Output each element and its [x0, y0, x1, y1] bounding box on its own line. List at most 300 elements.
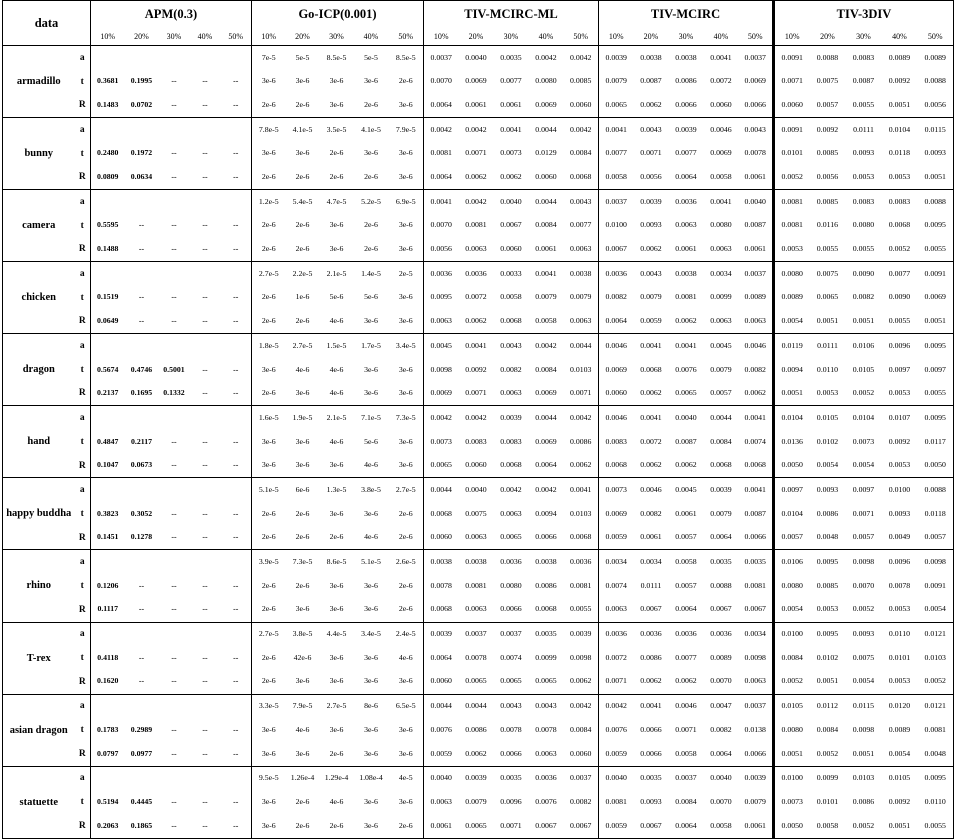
- table-cell: 0.0036: [500, 557, 522, 567]
- table-cell: 3e-6: [389, 670, 424, 694]
- table-row: [3, 814, 954, 838]
- table-cell: 0.0092: [888, 796, 911, 806]
- table-cell: 0.1620: [91, 670, 125, 694]
- table-row: [3, 526, 954, 550]
- table-cell: 0.0041: [564, 478, 599, 502]
- method-header-apm: APM(0.3): [91, 1, 252, 28]
- table-cell: 0.0084: [564, 718, 599, 742]
- table-cell: 0.0058: [529, 310, 564, 334]
- table-cell: 0.1332: [159, 382, 190, 406]
- table-cell: 0.0069: [465, 76, 487, 86]
- table-cell: --: [159, 310, 190, 334]
- table-cell: 0.0070: [430, 76, 452, 86]
- table-cell: 0.0084: [816, 724, 839, 734]
- table-cell: 0.0071: [564, 382, 599, 406]
- table-cell: 0.0083: [465, 436, 487, 446]
- table-cell: 5e-6: [364, 292, 378, 302]
- table-cell: 0.0063: [564, 238, 599, 262]
- table-cell: 0.0037: [465, 629, 487, 639]
- percentage-header: 50%: [564, 27, 599, 46]
- table-cell: 0.0071: [465, 148, 487, 158]
- table-cell: 0.0075: [816, 76, 839, 86]
- percentage-header: 30%: [669, 27, 704, 46]
- table-cell: 3.3e-5: [258, 701, 279, 711]
- table-cell: 0.0061: [675, 508, 697, 518]
- table-cell: 0.0090: [888, 292, 911, 302]
- table-cell: 0.0085: [816, 196, 839, 206]
- table-cell: 0.5001: [163, 364, 185, 374]
- table-cell: 0.0054: [774, 310, 810, 334]
- table-cell: 0.0040: [739, 190, 774, 214]
- table-cell: 0.0076: [430, 724, 452, 734]
- table-cell: 0.0060: [564, 742, 599, 766]
- table-cell: 0.2117: [130, 436, 152, 446]
- table-cell: 0.0043: [500, 340, 522, 350]
- table-row: [3, 262, 954, 286]
- table-cell: 0.0085: [816, 148, 839, 158]
- table-cell: [125, 766, 159, 790]
- table-cell: [190, 550, 221, 574]
- table-cell: [159, 118, 190, 142]
- metric-label: t: [75, 430, 91, 454]
- table-cell: 0.0066: [739, 526, 774, 550]
- table-cell: 0.2480: [97, 148, 119, 158]
- table-cell: 0.0052: [846, 814, 882, 838]
- table-cell: 0.0091: [918, 262, 954, 286]
- table-cell: --: [190, 165, 221, 189]
- table-cell: 2e-6: [261, 580, 276, 590]
- table-cell: 0.0052: [774, 165, 810, 189]
- table-cell: 0.0103: [918, 646, 954, 670]
- data-column-header: data: [3, 1, 91, 46]
- table-cell: 0.0042: [535, 52, 557, 62]
- dataset-name: rhino: [3, 550, 75, 622]
- table-cell: 0.0042: [535, 484, 557, 494]
- table-cell: 0.0088: [918, 190, 954, 214]
- table-cell: 0.0053: [882, 454, 918, 478]
- table-cell: --: [125, 238, 159, 262]
- table-cell: 0.0056: [634, 165, 669, 189]
- table-cell: 0.0052: [918, 670, 954, 694]
- table-cell: 0.0041: [605, 124, 627, 134]
- table-cell: --: [221, 165, 252, 189]
- table-cell: [159, 334, 190, 358]
- table-cell: [221, 334, 252, 358]
- table-cell: [125, 46, 159, 70]
- table-cell: 3e-6: [389, 430, 424, 454]
- table-cell: 1.4e-5: [361, 268, 381, 278]
- table-cell: 0.0035: [535, 629, 557, 639]
- table-cell: [91, 478, 125, 502]
- table-cell: 0.0093: [888, 508, 911, 518]
- table-cell: 0.0059: [599, 526, 634, 550]
- table-cell: 0.0090: [852, 268, 875, 278]
- table-cell: 0.0078: [535, 724, 557, 734]
- table-cell: --: [171, 580, 177, 590]
- table-cell: 0.0061: [459, 93, 494, 117]
- table-cell: 2.7e-5: [326, 701, 347, 711]
- table-cell: 0.0129: [535, 148, 557, 158]
- table-cell: 1.26e-4: [290, 773, 315, 783]
- table-cell: 0.0041: [739, 406, 774, 430]
- table-cell: 3e-6: [286, 742, 320, 766]
- table-cell: 0.0095: [430, 292, 452, 302]
- table-cell: 0.0089: [888, 52, 911, 62]
- table-cell: 0.0036: [640, 629, 662, 639]
- table-cell: 4e-6: [320, 382, 354, 406]
- table-cell: 0.1488: [91, 238, 125, 262]
- table-cell: 4.4e-5: [326, 629, 347, 639]
- table-cell: --: [221, 598, 252, 622]
- metric-label: t: [75, 790, 91, 814]
- table-cell: 0.0809: [91, 165, 125, 189]
- table-row: [3, 430, 954, 454]
- percentage-header: 10%: [91, 27, 125, 46]
- table-cell: 0.0087: [739, 502, 774, 526]
- table-cell: 0.0101: [816, 796, 839, 806]
- table-cell: 0.0117: [918, 430, 954, 454]
- metric-label: t: [75, 142, 91, 166]
- table-cell: 8.5e-5: [326, 52, 347, 62]
- table-cell: 3e-6: [364, 724, 378, 734]
- metric-label: R: [75, 742, 91, 766]
- table-cell: 0.0062: [669, 670, 704, 694]
- table-cell: 2e-6: [252, 310, 286, 334]
- table-cell: 4.1e-5: [292, 124, 313, 134]
- table-cell: 0.0044: [535, 196, 557, 206]
- table-cell: 2e-5: [389, 262, 424, 286]
- table-cell: 3e-6: [389, 382, 424, 406]
- table-cell: 0.1047: [91, 454, 125, 478]
- table-cell: 0.0040: [605, 773, 627, 783]
- table-cell: 0.0054: [918, 598, 954, 622]
- table-cell: 0.0068: [494, 454, 529, 478]
- table-cell: 0.0058: [500, 292, 522, 302]
- table-cell: 0.0038: [640, 52, 662, 62]
- table-cell: 0.0080: [774, 718, 810, 742]
- table-cell: 0.0085: [564, 70, 599, 94]
- table-cell: 0.0050: [918, 454, 954, 478]
- results-table: [2, 0, 954, 839]
- table-cell: 4e-6: [295, 724, 310, 734]
- table-cell: 0.0041: [675, 340, 697, 350]
- dataset-name: asian dragon: [3, 694, 75, 766]
- table-cell: 2e-6: [389, 526, 424, 550]
- table-cell: 0.0039: [710, 484, 732, 494]
- table-row: [3, 93, 954, 117]
- table-cell: 7.3e-5: [389, 406, 424, 430]
- table-cell: 2e-6: [354, 93, 389, 117]
- table-cell: 0.0067: [500, 220, 522, 230]
- table-cell: 1.7e-5: [361, 340, 381, 350]
- table-cell: 0.2989: [130, 724, 153, 734]
- table-cell: 0.0093: [640, 220, 662, 230]
- table-cell: 0.0051: [882, 814, 918, 838]
- table-cell: 0.0081: [739, 574, 774, 598]
- table-cell: 0.0082: [500, 364, 522, 374]
- table-cell: 0.0071: [494, 814, 529, 838]
- method-header-tiv-3div: TIV-3DIV: [774, 1, 954, 28]
- table-cell: 3e-6: [389, 142, 424, 166]
- table-cell: [91, 694, 125, 718]
- table-cell: --: [159, 238, 190, 262]
- table-cell: 0.0119: [774, 334, 810, 358]
- table-cell: 0.0095: [918, 406, 954, 430]
- table-cell: 0.0042: [465, 124, 487, 134]
- table-cell: 0.0065: [424, 454, 459, 478]
- table-cell: 0.0068: [424, 598, 459, 622]
- table-cell: 0.0110: [816, 364, 839, 374]
- table-cell: 0.0080: [500, 580, 522, 590]
- table-cell: 0.0069: [710, 148, 732, 158]
- table-cell: 0.1695: [125, 382, 159, 406]
- table-cell: 2e-6: [389, 598, 424, 622]
- table-row: [3, 646, 954, 670]
- table-cell: 0.0061: [634, 526, 669, 550]
- table-cell: 0.0100: [774, 622, 810, 646]
- table-cell: 5.4e-5: [292, 196, 313, 206]
- table-cell: 0.0040: [675, 412, 697, 422]
- table-cell: 1.6e-5: [258, 412, 279, 422]
- method-header-tiv-mcirc-ml: TIV-MCIRC-ML: [424, 1, 599, 28]
- table-cell: 0.0036: [605, 268, 627, 278]
- table-cell: 0.0081: [465, 220, 487, 230]
- table-cell: --: [171, 76, 177, 86]
- table-cell: 0.0052: [882, 238, 918, 262]
- table-cell: 2e-6: [286, 238, 320, 262]
- table-cell: 0.0062: [634, 382, 669, 406]
- table-cell: 4e-6: [329, 364, 344, 374]
- table-cell: 0.0070: [430, 220, 452, 230]
- table-cell: 0.0040: [430, 773, 452, 783]
- table-cell: 0.0649: [91, 310, 125, 334]
- table-cell: [190, 334, 221, 358]
- table-cell: 0.0049: [882, 526, 918, 550]
- table-cell: 0.0045: [675, 484, 697, 494]
- table-cell: 0.0069: [535, 436, 557, 446]
- table-cell: 0.0054: [882, 742, 918, 766]
- table-cell: 0.0066: [494, 742, 529, 766]
- metric-label: a: [75, 118, 91, 142]
- table-cell: 0.0041: [640, 412, 662, 422]
- table-cell: 42e-6: [293, 652, 312, 662]
- table-cell: 0.0043: [564, 190, 599, 214]
- table-cell: 3e-6: [286, 670, 320, 694]
- table-cell: 0.0071: [774, 70, 810, 94]
- table-cell: 0.2137: [91, 382, 125, 406]
- table-cell: 3e-6: [329, 220, 344, 230]
- table-cell: 0.0036: [710, 629, 732, 639]
- metric-label: R: [75, 165, 91, 189]
- table-cell: 0.0105: [888, 773, 911, 783]
- table-cell: [221, 190, 252, 214]
- table-cell: 0.0061: [494, 93, 529, 117]
- metric-label: a: [75, 694, 91, 718]
- table-cell: 0.0063: [704, 238, 739, 262]
- table-cell: 0.0065: [529, 670, 564, 694]
- table-cell: 0.0073: [605, 484, 627, 494]
- table-cell: --: [171, 436, 177, 446]
- metric-label: R: [75, 382, 91, 406]
- table-row: [3, 790, 954, 814]
- table-row: [3, 358, 954, 382]
- table-cell: 3e-6: [261, 148, 276, 158]
- table-cell: 0.0115: [852, 701, 875, 711]
- table-cell: 0.0091: [774, 46, 810, 70]
- table-cell: 3e-6: [364, 76, 378, 86]
- table-cell: 2e-6: [329, 148, 344, 158]
- dataset-name: camera: [3, 190, 75, 262]
- table-cell: [159, 766, 190, 790]
- percentage-header: 40%: [882, 27, 918, 46]
- table-cell: 0.0055: [846, 238, 882, 262]
- table-cell: 0.0046: [710, 124, 732, 134]
- table-cell: 0.0702: [125, 93, 159, 117]
- table-cell: 0.0073: [852, 436, 875, 446]
- table-cell: 0.0078: [430, 580, 452, 590]
- table-cell: 3e-6: [320, 238, 354, 262]
- table-cell: 0.0063: [564, 310, 599, 334]
- table-cell: 0.0086: [564, 430, 599, 454]
- table-cell: 2e-6: [261, 508, 276, 518]
- table-cell: 3e-6: [286, 454, 320, 478]
- percentage-header: 40%: [704, 27, 739, 46]
- table-cell: 0.0039: [675, 124, 697, 134]
- table-cell: 0.0055: [918, 814, 954, 838]
- table-cell: 0.1206: [97, 580, 119, 590]
- table-cell: 0.0063: [459, 598, 494, 622]
- table-cell: 0.0059: [599, 742, 634, 766]
- table-cell: 0.0086: [675, 76, 697, 86]
- table-cell: 3e-6: [354, 670, 389, 694]
- table-cell: 0.0071: [459, 382, 494, 406]
- table-cell: 0.0064: [704, 526, 739, 550]
- table-cell: 2e-6: [252, 165, 286, 189]
- table-cell: --: [190, 238, 221, 262]
- table-cell: 0.0062: [634, 454, 669, 478]
- table-cell: 0.0053: [774, 238, 810, 262]
- table-cell: --: [190, 310, 221, 334]
- table-cell: 3e-6: [389, 214, 424, 238]
- table-cell: 0.0079: [640, 292, 662, 302]
- table-cell: 0.0077: [675, 652, 697, 662]
- table-cell: --: [202, 220, 208, 230]
- table-cell: --: [159, 814, 190, 838]
- table-cell: 0.0077: [564, 214, 599, 238]
- table-cell: 0.0111: [817, 340, 838, 350]
- table-cell: 0.0062: [634, 670, 669, 694]
- table-cell: 0.0110: [918, 790, 954, 814]
- table-cell: 0.0052: [846, 598, 882, 622]
- table-cell: [159, 694, 190, 718]
- table-cell: 0.0100: [888, 484, 911, 494]
- table-cell: 0.0053: [882, 598, 918, 622]
- table-cell: --: [221, 814, 252, 838]
- table-cell: 0.0053: [810, 598, 846, 622]
- table-row: [3, 478, 954, 502]
- table-cell: 0.0085: [816, 580, 839, 590]
- table-cell: 3e-6: [354, 742, 389, 766]
- table-cell: [190, 406, 221, 430]
- table-cell: 0.0041: [535, 268, 557, 278]
- table-cell: --: [159, 454, 190, 478]
- table-cell: 0.0044: [430, 484, 452, 494]
- table-cell: 3e-6: [261, 364, 276, 374]
- table-cell: 0.0105: [816, 412, 839, 422]
- table-cell: 8.5e-5: [389, 46, 424, 70]
- table-cell: 0.0066: [634, 742, 669, 766]
- table-cell: 0.0055: [846, 93, 882, 117]
- table-cell: --: [202, 508, 208, 518]
- table-cell: 0.0075: [816, 268, 839, 278]
- table-cell: 0.0098: [430, 364, 452, 374]
- table-cell: 0.0072: [640, 436, 662, 446]
- table-cell: 3e-6: [320, 670, 354, 694]
- table-cell: 0.0092: [888, 436, 911, 446]
- percentage-header: 30%: [159, 27, 190, 46]
- table-cell: 0.0097: [852, 484, 875, 494]
- table-cell: 3e-6: [329, 580, 344, 590]
- table-cell: 0.0065: [459, 814, 494, 838]
- percentage-header: 50%: [389, 27, 424, 46]
- percentage-header: 40%: [190, 27, 221, 46]
- table-cell: --: [138, 652, 145, 662]
- table-cell: [91, 406, 125, 430]
- table-cell: 0.4118: [97, 652, 119, 662]
- table-cell: 0.0104: [888, 124, 911, 134]
- table-cell: --: [159, 670, 190, 694]
- table-row: [3, 598, 954, 622]
- table-cell: 0.0078: [465, 652, 487, 662]
- table-cell: [190, 694, 221, 718]
- table-cell: 0.0066: [739, 93, 774, 117]
- table-cell: 0.0058: [810, 814, 846, 838]
- table-cell: 0.0051: [810, 670, 846, 694]
- table-cell: 0.0034: [640, 557, 662, 567]
- table-cell: 0.3052: [130, 508, 153, 518]
- percentage-header: 50%: [918, 27, 954, 46]
- table-cell: 0.0039: [605, 52, 627, 62]
- table-cell: 0.0041: [710, 52, 732, 62]
- table-cell: 0.0101: [774, 142, 810, 166]
- table-cell: 0.0086: [465, 724, 487, 734]
- table-cell: 0.0103: [564, 502, 599, 526]
- table-cell: [221, 262, 252, 286]
- table-cell: 0.0040: [710, 773, 732, 783]
- metric-label: t: [75, 358, 91, 382]
- table-cell: 0.0044: [430, 701, 452, 711]
- table-cell: 0.0079: [465, 796, 487, 806]
- percentage-header: 30%: [494, 27, 529, 46]
- table-cell: 2e-6: [261, 292, 276, 302]
- table-cell: 3e-6: [286, 382, 320, 406]
- table-cell: 0.0075: [465, 508, 487, 518]
- table-cell: 0.0057: [810, 93, 846, 117]
- table-cell: 0.0038: [535, 557, 557, 567]
- table-cell: 4e-6: [329, 796, 344, 806]
- table-cell: 0.0087: [852, 76, 875, 86]
- table-cell: 2e-6: [389, 70, 424, 94]
- percentage-header: 20%: [125, 27, 159, 46]
- table-cell: --: [159, 93, 190, 117]
- table-cell: 0.0063: [704, 310, 739, 334]
- table-cell: [125, 478, 159, 502]
- table-cell: 0.0044: [710, 412, 732, 422]
- table-cell: 0.0105: [774, 694, 810, 718]
- table-cell: 1.5e-5: [326, 340, 347, 350]
- table-cell: [190, 262, 221, 286]
- percentage-header-row: [3, 27, 954, 46]
